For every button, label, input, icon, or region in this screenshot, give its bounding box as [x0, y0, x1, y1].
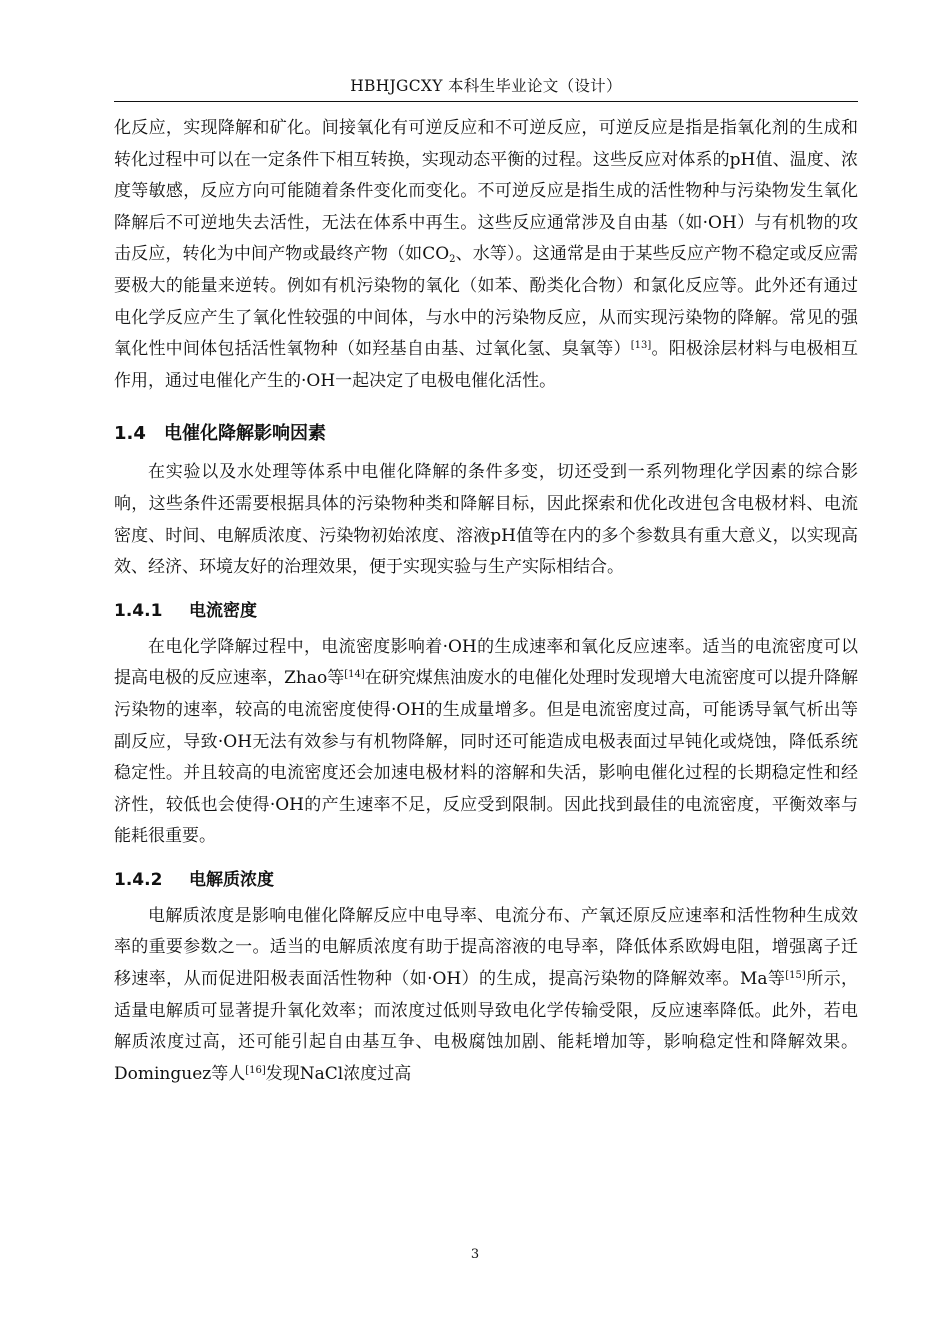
subsection-number: 1.4.1: [114, 600, 163, 621]
intro-paragraph: [114, 113, 858, 397]
citation-13[interactable]: [13]: [630, 340, 652, 352]
section-number: 1.4: [114, 423, 146, 445]
citation-16[interactable]: [16]: [245, 1064, 266, 1076]
citation-14[interactable]: [14]: [344, 669, 365, 681]
citation-15[interactable]: [15]: [785, 970, 806, 982]
intro-text-3: 。阳极涂层材料与电极相互作用，通过电催化产生的·OH一起决定了电极电催化活性。: [114, 339, 859, 391]
section-1-4-1-paragraph: [114, 632, 858, 853]
intro-text-2: 、水等）。这通常是由于某些反应产物不稳定或反应需要极大的能量来逆转。例如有机污染物的氧化（如苯、酚类化合物）和氯化反应等。此外还有通过电化学反应产生了氧化性较强的中间体，与水中的污染物反应，从而实现污染物的降解。常见的强氧化性中间体包括活性氧物种（如羟基自由基、过氧化氢、臭氧等）: [114, 244, 859, 360]
section-heading-1-4-2: [114, 865, 858, 895]
para-text-1: 在电化学降解过程中，电流密度影响着·OH的生成速率和氧化反应速率。适当的电流密度可以提高电极的反应速率，Zhao等: [114, 636, 858, 689]
section-heading-1-4: [114, 419, 858, 449]
para-text-2: 在研究煤焦油废水的电催化处理时发现增大电流密度可以提升降解污染物的速率，较高的电流密度使得·OH的生成量增多。但是电流密度过高，可能诱导氧气析出等副反应，导致·OH无法有效参与有机物降解，同时还可能造成电极表面过早钝化或烧蚀，降低系统稳定性。并且较高的电流密度还会加速电极材料的溶解和失活，影响电催化过程的长期稳定性和经济性，较低也会使得·OH的产生速率不足，反应受到限制。因此找到最佳的电流密度，平衡效率与能耗很重要。: [114, 668, 858, 847]
intro-text-1: 化反应，实现降解和矿化。间接氧化有可逆反应和不可逆反应，可逆反应是指是指氧化剂的生成和转化过程中可以在一定条件下相互转换，实现动态平衡的过程。这些反应对体系的pH值、温度、浓度等敏感，反应方向可能随着条件变化而变化。不可逆反应是指生成的活性物种与污染物发生氧化降解后不可逆地失去活性，无法在体系中再生。这些反应通常涉及自由基（如·OH）与有机物的攻击反应，转化为中间产物或最终产物（如CO: [114, 118, 858, 265]
para-text-1: 电解质浓度是影响电催化降解反应中电导率、电流分布、产氧还原反应速率和活性物种生成效率的重要参数之一。适当的电解质浓度有助于提高溶液的电导率，降低体系欧姆电阻，增强离子迁移速率，从而促进阳极表面活性物种（如·OH）的生成，提高污染物的降解效率。Ma等: [114, 905, 858, 990]
section-1-4-paragraph: 在实验以及水处理等体系中电催化降解的条件多变，切还受到一系列物理化学因素的综合影响，这些条件还需要根据具体的污染物种类和降解目标，因此探索和优化改进包含电极材料、电流密度、时间、电解质浓度、污染物初始浓度、溶液pH值等在内的多个参数具有重大意义，以实现高效、经济、环境友好的治理效果，便于实现实验与生产实际相结合。: [114, 462, 858, 578]
running-header: HBHJGCXY 本科生毕业论文（设计）: [350, 77, 622, 95]
section-title: 电催化降解影响因素: [164, 423, 326, 445]
co2-subscript: 2: [449, 254, 456, 266]
subsection-title: 电解质浓度: [189, 869, 274, 890]
page-number: 3: [470, 1247, 480, 1262]
para-text-2: 所示，适量电解质可显著提升氧化效率；而浓度过低则导致电化学传输受限，反应速率降低。此外，若电解质浓度过高，还可能引起自由基互争、电极腐蚀加剧、能耗增加等，影响稳定性和降解效果。Dominguez等人: [114, 969, 858, 1084]
para-text-3: 发现NaCl浓度过高: [265, 1063, 412, 1084]
header-rule: [114, 101, 858, 102]
section-heading-1-4-1: [114, 596, 858, 626]
subsection-title: 电流密度: [189, 600, 257, 621]
section-1-4-2-paragraph: [114, 901, 858, 1091]
page-content: [114, 113, 858, 1090]
subsection-number: 1.4.2: [114, 869, 163, 890]
